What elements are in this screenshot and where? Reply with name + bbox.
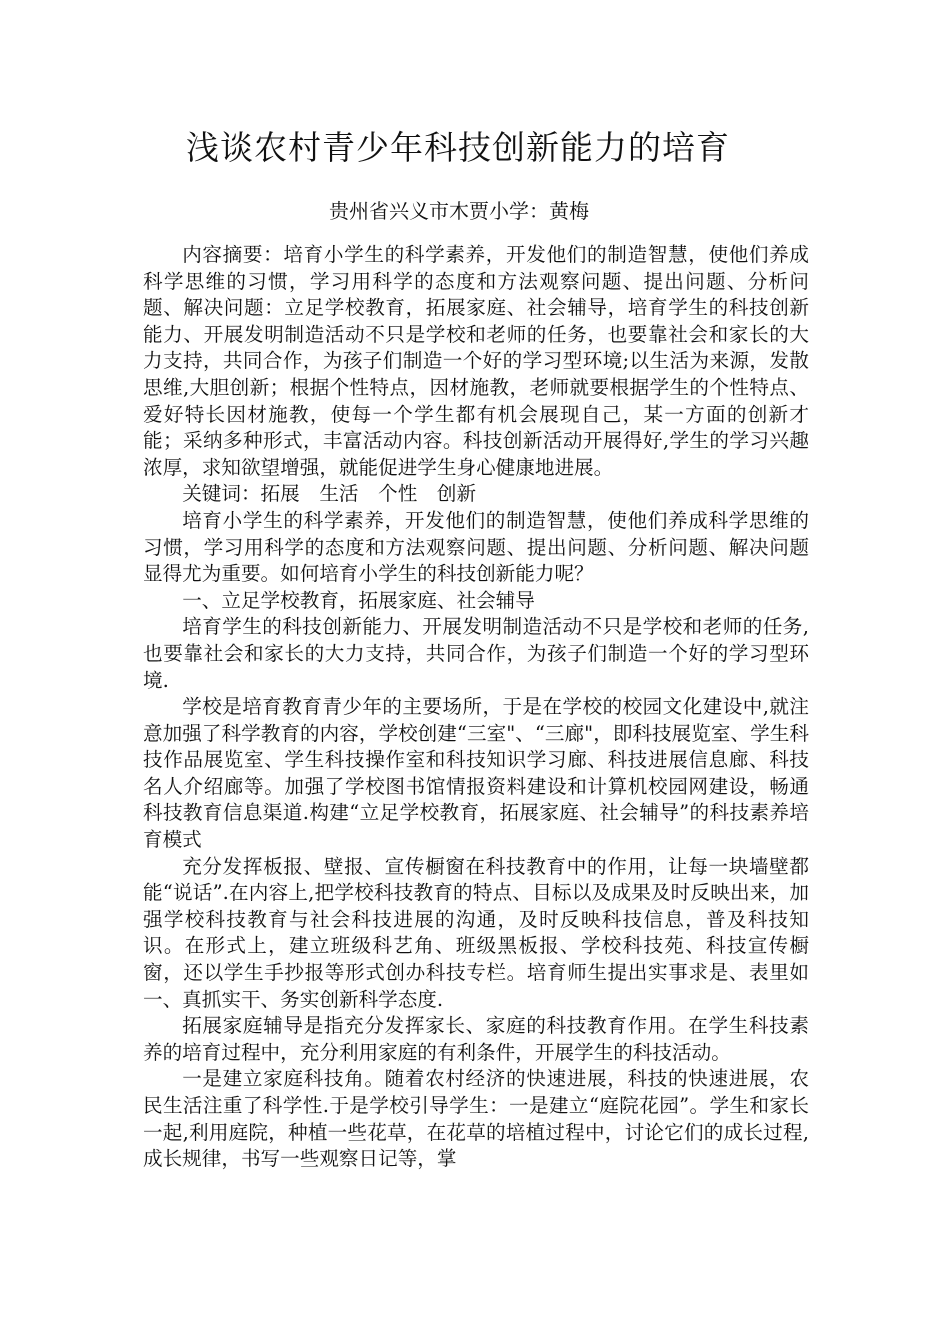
- document-author: 贵州省兴义市木贾小学：黄梅: [329, 199, 589, 223]
- document-body: [143, 242, 809, 1173]
- body-paragraph: 充分发挥板报、壁报、宣传橱窗在科技教育中的作用，让每一块墙壁都能“说话”.在内容上,把学校科技教育的特点、目标以及成果及时反映出来，加强学校科技教育与社会科技进展的沟通，及时反映科技信息，普及科技知识。在形式上，建立班级科艺角、班级黑板报、学校科技苑、科技宣传橱窗，还以学生手抄报等形式创办科技专栏。培育师生提出实事求是、表里如一、真抓实干、务实创新科学态度.: [143, 854, 809, 1011]
- intro-paragraph: 培育小学生的科学素养，开发他们的制造智慧，使他们养成科学思维的习惯，学习用科学的态度和方法观察问题、提出问题、分析问题、解决问题显得尤为重要。如何培育小学生的科技创新能力呢？: [143, 508, 809, 586]
- document-title: 浅谈农村青少年科技创新能力的培育: [186, 128, 730, 167]
- body-paragraph: 学校是培育教育青少年的主要场所，于是在学校的校园文化建设中,就注意加强了科学教育的内容，学校创建“三室"、“三廊"，即科技展览室、学生科技作品展览室、学生科技操作室和科技知识学习廊、科技进展信息廊、科技名人介绍廊等。加强了学校图书馆情报资料建设和计算机校园网建设，畅通科技教育信息渠道.构建“立足学校教育，拓展家庭、社会辅导”的科技素养培育模式: [143, 695, 809, 852]
- body-paragraph: 拓展家庭辅导是指充分发挥家长、家庭的科技教育作用。在学生科技素养的培育过程中，充分利用家庭的有利条件，开展学生的科技活动。: [143, 1014, 809, 1064]
- keywords-line: 关键词：拓展 生活 个性 创新: [182, 482, 477, 506]
- body-paragraph: 培育学生的科技创新能力、开展发明制造活动不只是学校和老师的任务,也要靠社会和家长的大力支持，共同合作，为孩子们制造一个好的学习型环境.: [143, 615, 809, 692]
- abstract-paragraph: 内容摘要：培育小学生的科学素养，开发他们的制造智慧，使他们养成科学思维的习惯，学习用科学的态度和方法观察问题、提出问题、分析问题、解决问题：立足学校教育，拓展家庭、社会辅导，培育学生的科技创新能力、开展发明制造活动不只是学校和老师的任务，也要靠社会和家长的大力支持，共同合作，为孩子们制造一个好的学习型环境;以生活为来源，发散思维,大胆创新；根据个性特点，因材施教，老师就要根据学生的个性特点、爱好特长因材施教，使每一个学生都有机会展现自己，某一方面的创新才能；采纳多种形式，丰富活动内容。科技创新活动开展得好,学生的学习兴趣浓厚，求知欲望增强，就能促进学生身心健康地进展。: [143, 243, 809, 479]
- body-paragraph: 一是建立家庭科技角。随着农村经济的快速进展，科技的快速进展，农民生活注重了科学性.于是学校引导学生：一是建立“庭院花园”。学生和家长一起,利用庭院，种植一些花草，在花草的培植过程中，讨论它们的成长过程,成长规律，书写一些观察日记等，掌: [143, 1067, 809, 1171]
- section-heading: 一、立足学校教育，拓展家庭、社会辅导: [182, 588, 535, 612]
